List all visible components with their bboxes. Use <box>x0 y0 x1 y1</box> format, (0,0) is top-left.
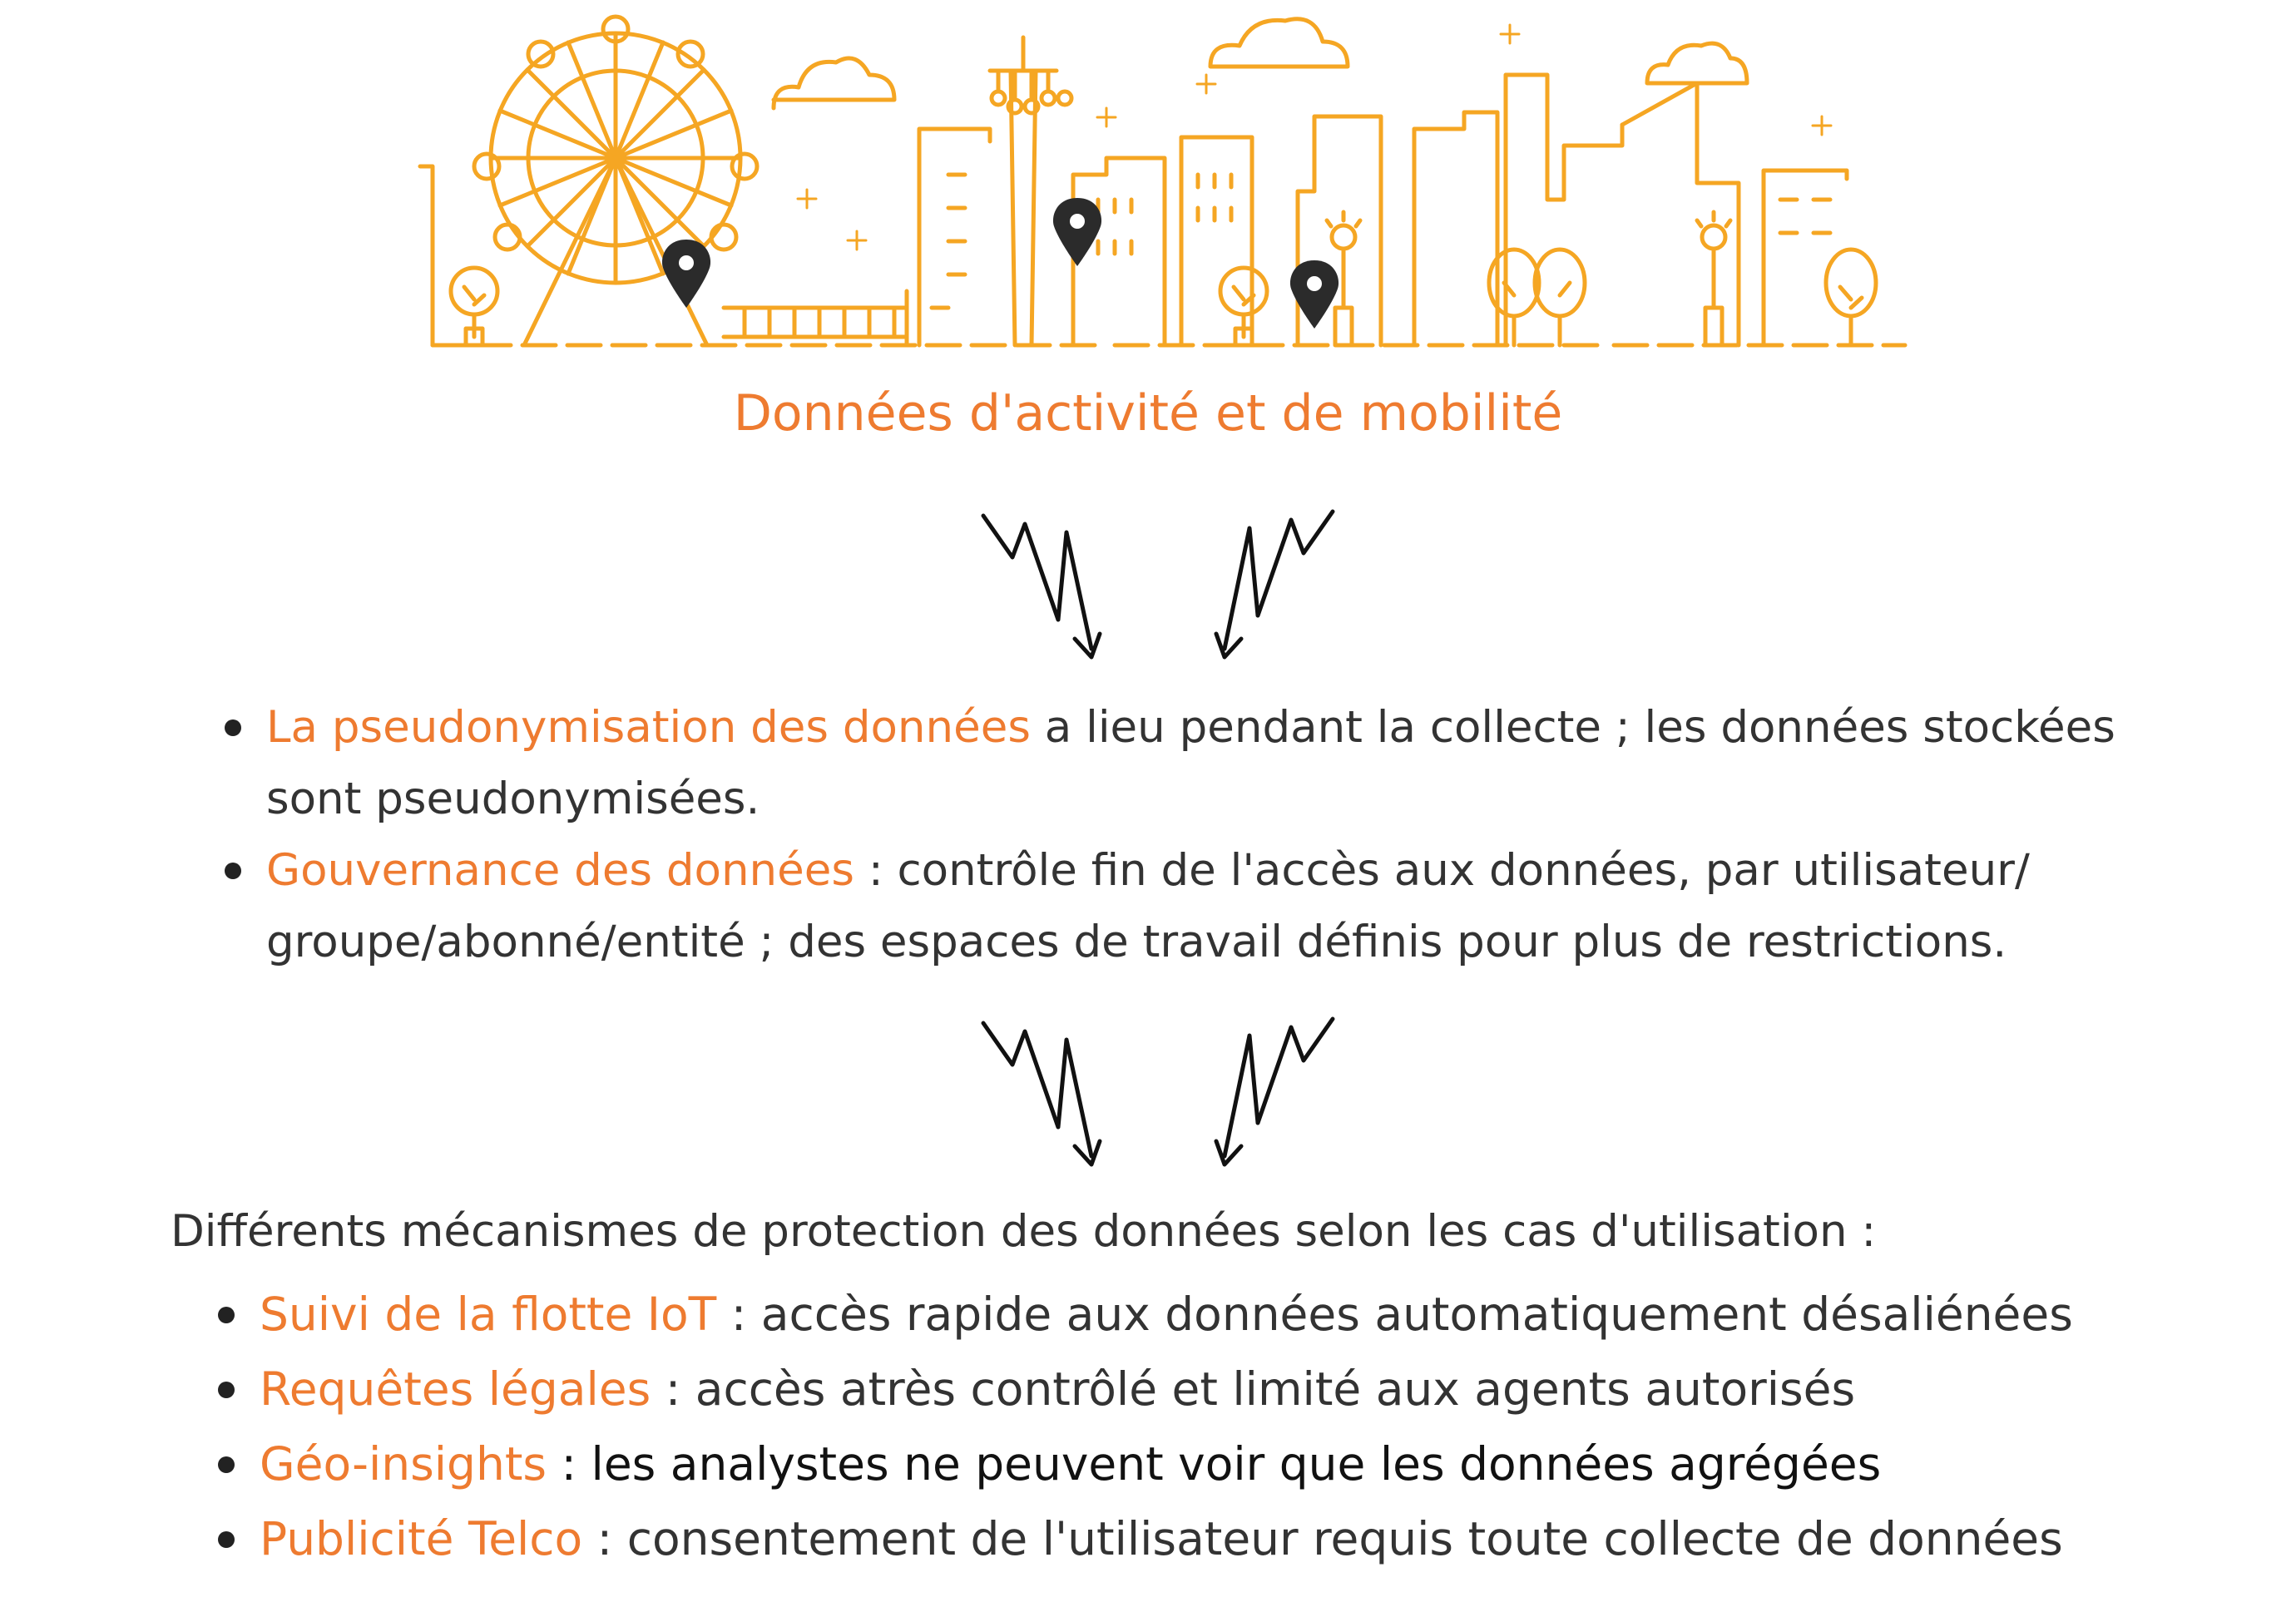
item-highlight: Suivi de la flotte IoT <box>260 1288 717 1341</box>
pseudonymisation-list <box>225 692 2188 978</box>
list-item <box>225 835 2188 978</box>
item-highlight: Gouvernance des données <box>266 845 854 896</box>
zigzag-arrow-icon <box>975 1006 1341 1181</box>
street-lamp-icon <box>1697 212 1730 345</box>
item-highlight: Géo-insights <box>260 1437 547 1491</box>
item-text: : accès atrès contrôlé et limité aux agents autorisés <box>651 1362 1856 1416</box>
tree-icon <box>1489 250 1585 345</box>
item-text: : consentement de l'utilisateur requis toute collecte de données <box>582 1512 2063 1565</box>
location-pin-icon <box>1053 198 1101 266</box>
cloud-icon <box>1647 43 1747 83</box>
list-item <box>218 1352 2281 1426</box>
list-item <box>225 692 2188 835</box>
item-highlight: Publicité Telco <box>260 1512 583 1565</box>
cloud-icon <box>1210 19 1348 67</box>
item-text: a lieu pendant la collecte ; les données stockées sont pseudonymisées. <box>266 702 2115 824</box>
item-text: : les analystes ne peuvent voir que les données agrégées <box>547 1437 1882 1491</box>
use-case-list <box>218 1277 2281 1576</box>
section-heading: Données d'activité et de mobilité <box>733 384 1563 443</box>
item-highlight: Requêtes légales <box>260 1362 651 1416</box>
protection-intro: Différents mécanismes de protection des données selon les cas d'utilisation : <box>171 1206 1877 1257</box>
ferris-wheel-icon <box>474 17 757 345</box>
tree-icon <box>451 268 497 345</box>
zigzag-arrow-icon <box>975 499 1341 674</box>
tree-icon <box>1826 250 1876 345</box>
tree-icon <box>1220 268 1267 345</box>
item-highlight: La pseudonymisation des données <box>266 702 1031 753</box>
list-item <box>218 1426 2281 1501</box>
cloud-icon <box>774 58 894 108</box>
item-text: : contrôle fin de l'accès aux données, par utilisateur/ groupe/abonné/entité ; des espaces de travail définis pour plus de restrictions. <box>266 845 2030 967</box>
location-pin-icon <box>662 240 710 308</box>
city-skyline-illustration <box>416 8 1930 358</box>
list-item <box>218 1277 2281 1352</box>
item-text: : accès rapide aux données automatiquement désaliénées <box>716 1288 2073 1341</box>
list-item <box>218 1501 2281 1576</box>
